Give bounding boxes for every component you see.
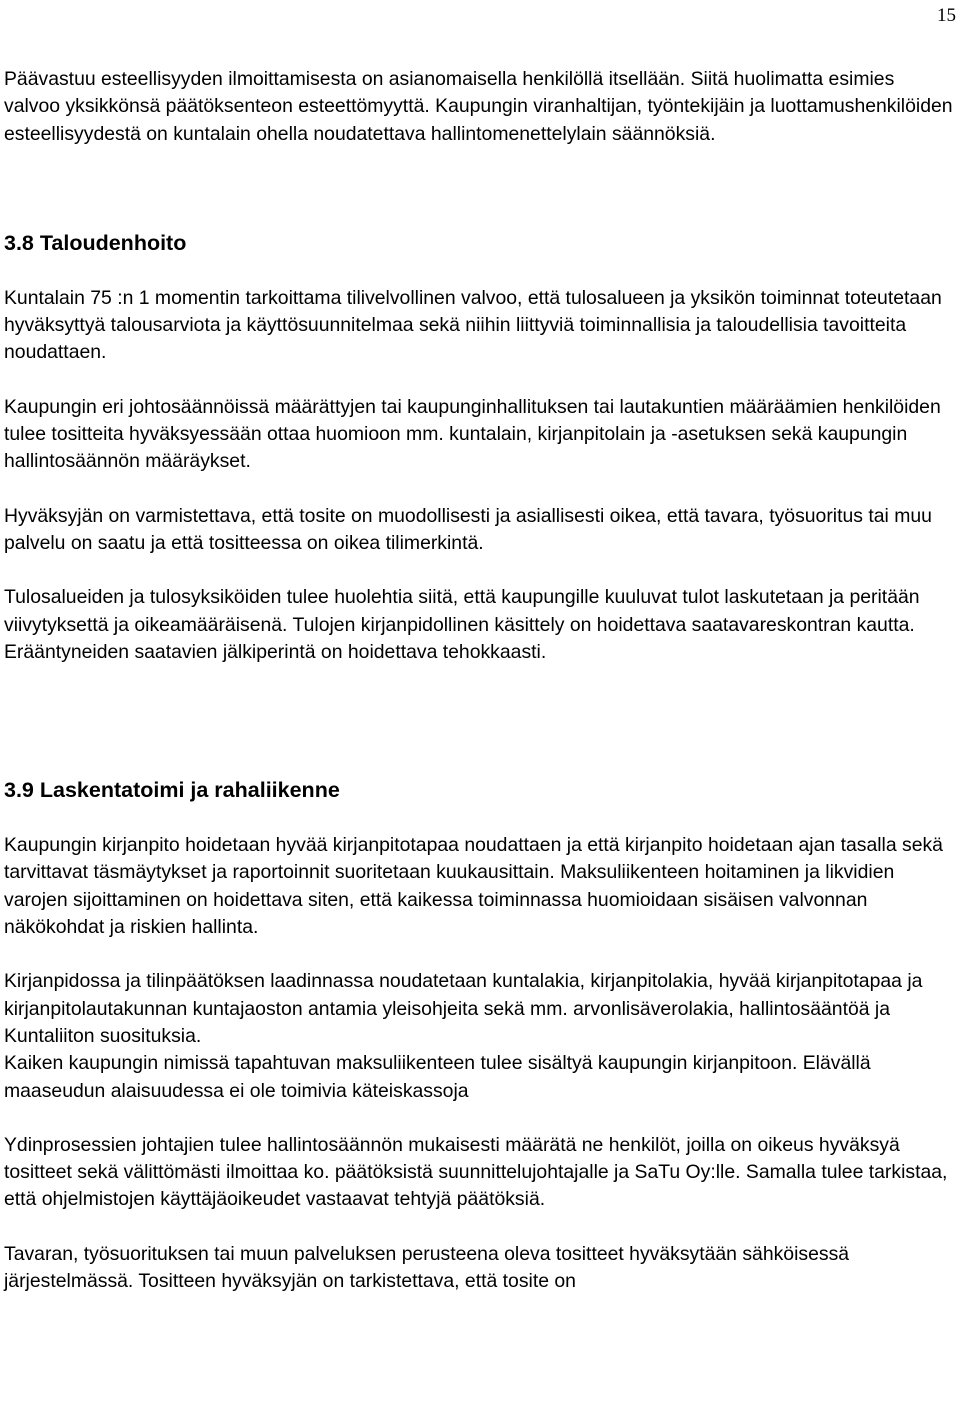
section-3-8-paragraph-2: Kaupungin eri johtosäännöissä määrättyjen tai kaupunginhallituksen tai lautakuntien määräämien henkilöiden tulee tositteita hyväksyessään ottaa huomioon mm. kuntalain, kirjanpitolain ja -asetuksen sekä kaupungin hallintosäännön määräykset. [4,395,941,473]
section-3-8-paragraph-3: Hyväksyjän on varmistettava, että tosite on muodollisesti ja asiallisesti oikea, että tavara, työsuoritus tai muu palvelu on saatu ja että tositteessa on oikea tilimerkintä. [4,504,932,554]
section-3-9-paragraph-3: Ydinprosessien johtajien tulee hallintosäännön mukaisesti määrätä ne henkilöt, joilla on oikeus hyväksyä tositteet sekä välittömästi ilmoittaa ko. päätöksistä suunnittelujohtajalle ja SaTu Oy:lle. Samalla tulee tarkistaa, että ohjelmistojen käyttäjäoikeudet vastaavat tehtyjä päätöksiä. [4,1133,948,1211]
document-body [4,66,954,1295]
intro-paragraph: Päävastuu esteellisyyden ilmoittamisesta on asianomaisella henkilöllä itsellään. Siitä huolimatta esimies valvoo yksikkönsä päätöksenteon esteettömyyttä. Kaupungin viranhaltijan, työntekijäin ja luottamushenkilöiden esteellisyydestä on kuntalain ohella noudatettava hallintomenettelylain säännöksiä. [4,68,953,145]
section-3-9-paragraph-4: Tavaran, työsuorituksen tai muun palveluksen perusteena oleva tositteet hyväksytään sähköisessä järjestelmässä. Tositteen hyväksyjän on tarkistettava, että tosite on [4,1242,850,1293]
section-3-9-paragraph-2-line-2: Kaiken kaupungin nimissä tapahtuvan maksuliikenteen tulee sisältyä kaupungin kirjanpitoon. Elävällä maaseudun alaisuudessa ei ole toimivia käteiskassoja [4,1052,871,1102]
section-3-9-paragraph-1: Kaupungin kirjanpito hoidetaan hyvää kirjanpitotapaa noudattaen ja että kirjanpito hoidetaan ajan tasalla sekä tarvittavat täsmäytykset ja raportoinnit suoritetaan kuukausittain. Maksuliikenteen hoitaminen ja likvidien varojen sijoittaminen on hoidettava siten, että kaikessa toiminnassa huomioidaan sisäisen valvonnan näkökohdat ja riskien hallinta. [4,834,943,939]
page-number: 15 [937,5,956,26]
section-3-8-heading: 3.8 Taloudenhoito [4,230,187,255]
section-3-8-paragraph-1: Kuntalain 75 :n 1 momentin tarkoittama tilivelvollinen valvoo, että tulosalueen ja yksikön toiminnat toteutetaan hyväksyttyä talousarviota ja käyttösuunnitelmaa sekä niihin liittyviä toiminnallisia ja taloudellisia tavoitteita noudattaen. [4,286,942,364]
section-3-8-paragraph-4: Tulosalueiden ja tulosyksiköiden tulee huolehtia siitä, että kaupungille kuuluvat tulot laskutetaan ja peritään viivytyksettä ja oikeamääräisenä. Tulojen kirjanpidollinen käsittely on hoidettava saatavareskontran kautta. Erääntyneiden saatavien jälkiperintä on hoidettava tehokkaasti. [4,586,920,663]
section-3-9-heading: 3.9 Laskentatoimi ja rahaliikenne [4,778,340,803]
section-3-9-paragraph-2-line-1: Kirjanpidossa ja tilinpäätöksen laadinnassa noudatetaan kuntalakia, kirjanpitolakia, hyvää kirjanpitotapaa ja kirjanpitolautakunnan kuntajaoston antamia yleisohjeita sekä mm. arvonlisäverolakia, hallintosääntöä ja Kuntaliiton suosituksia. [4,970,923,1047]
